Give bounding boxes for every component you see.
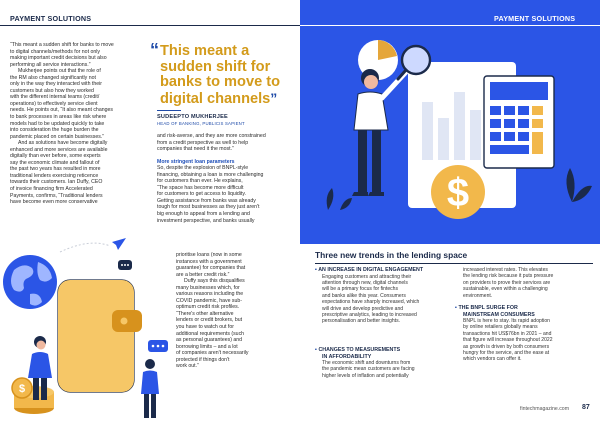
trend-item (315, 267, 460, 325)
body-line: to digital channels/methods for not only (10, 48, 100, 55)
trend-body-line: higher levels of inflation and potentially (322, 372, 409, 379)
article-column-2-top (157, 133, 305, 224)
svg-text:$: $ (446, 171, 470, 215)
body-line: pandemic placed on certain businesses.” (10, 133, 105, 140)
trend-item (455, 305, 595, 363)
chat-bubble-icon (148, 340, 168, 352)
body-line: have become even more conservative (10, 199, 98, 206)
right-page-header: PAYMENT SOLUTIONS (494, 14, 576, 23)
body-line: COVID pandemic, have sub- (176, 297, 243, 304)
body-line: Mukherjee points out that the role of (18, 68, 101, 75)
page-number: 87 (582, 404, 590, 411)
body-line: prioritise loans (now in some (176, 252, 242, 258)
body-line: for customers to get access to liquidity. (157, 191, 246, 198)
dollar-coin-icon (12, 378, 32, 398)
trend-body-line: as growth is driven by both consumers (463, 343, 550, 350)
body-line: the RM also changed significantly not (10, 74, 96, 81)
calculator-icon (484, 76, 554, 168)
trend-body-line: by online retailers globally means (463, 324, 538, 331)
pull-quote-line: This meant a (160, 43, 250, 59)
quote-close-mark: ” (270, 89, 278, 106)
quote-open-mark: “ (150, 40, 159, 60)
article-column-2-narrow (176, 252, 294, 370)
trend-heading: ▪ AN INCREASE IN DIGITAL ENGAGEMENT (315, 267, 424, 273)
chat-bubble-small-icon (118, 260, 132, 270)
body-line: and risk-averse, and they are more constrained (157, 133, 266, 139)
trend-body-line: the pandemic mean customers are facing (322, 366, 415, 373)
trend-body-line: BNPL is here to stay. Its rapid adoption (463, 318, 550, 324)
quote-rule (157, 110, 181, 111)
body-line: financing, obtaining a loan is more challenging (157, 171, 264, 178)
body-line: companies that need it the most.” (157, 146, 234, 153)
trend-body-line: the lending risk because it puts pressure (463, 273, 554, 280)
body-line: into consideration the huge burden the (10, 127, 99, 134)
body-line: with the different internal teams (credit/ (10, 94, 100, 101)
body-line: customers but also how they worked (10, 87, 94, 94)
body-line: from a credit perspective as well to help (157, 139, 249, 146)
trend-body-line: sustainable, even within a challenging (463, 286, 548, 293)
trend-body-line: transactions hit US$76bn in 2021 – and (463, 330, 552, 337)
trend-body-line: on providers to prove their services are (463, 279, 551, 286)
left-illustration (0, 232, 178, 424)
body-line: say the economic climate and fallout of (10, 159, 100, 166)
body-line: only in the way they interacted with their (10, 81, 102, 88)
body-line: making important credit decisions but also (10, 55, 107, 62)
globe-icon (3, 255, 57, 309)
trend-body-line: attention through new, digital channels (322, 279, 408, 286)
trend-heading: ▪ CHANGES TO MEASUREMENTS (315, 347, 401, 353)
trend-body-line: will be a primary focus for fintechs (322, 286, 399, 293)
body-line: Duffy says this disqualifies (184, 278, 245, 285)
wallet-card-icon (58, 280, 142, 392)
paper-plane-icon (112, 238, 126, 250)
trend-heading: ▪ THE BNPL SURGE FOR (455, 305, 518, 311)
trend-body-line: hungry for the service, and the ease at (463, 350, 550, 357)
body-line: protected if things don't (176, 356, 230, 363)
trend-body-line: The economic shift and downturns from (322, 360, 411, 366)
body-line: “This meant a sudden shift for banks to move (10, 42, 114, 48)
body-line: traditional lenders exercising reticence (10, 172, 99, 179)
trend-body-line: personalisation and better insights. (322, 318, 400, 325)
body-line: of invoice financing firm Accelerated (10, 186, 93, 193)
body-line: many businesses which, for (176, 284, 240, 291)
body-line: enhanced and more services are available (10, 146, 108, 153)
body-line: “The space has become more difficult (157, 184, 244, 191)
trend-body-line: which vendors can offer it. (463, 356, 522, 363)
bullet-icon: ▪ (315, 267, 317, 273)
body-line: for customers than ever. He explains, (157, 178, 243, 185)
trend-body-line: that figure will increase throughout 2022 (463, 337, 553, 344)
pull-quote-line: banks to move to (160, 74, 281, 90)
body-line: lenders or credit brokers, but (176, 317, 243, 324)
body-line: borrowing limits – and a lot (176, 343, 238, 350)
body-line: models had to be updated quickly to take (10, 120, 105, 127)
body-line: towards their customers. Ian Duffy, CEO (10, 179, 103, 186)
body-line: are a better credit risk.” (176, 271, 230, 278)
body-line: to bank processes in areas like risk where (10, 114, 107, 121)
trend-body-line: increased interest rates. This elevates (463, 267, 548, 273)
body-line: instances with a government (176, 258, 242, 265)
body-line: Getting assistance from banks was already (157, 197, 256, 204)
footer-site: fintechmagazine.com (520, 406, 570, 412)
quote-speaker-role: HEAD OF BANKING, PUBLICIS SAPIENT (157, 121, 245, 126)
pull-quote (160, 44, 300, 107)
body-line: guarantee) for companies that (176, 265, 246, 272)
trend-heading: MAINSTREAM CONSUMERS (463, 311, 535, 318)
left-page-header: PAYMENT SOLUTIONS (10, 14, 92, 23)
hero-illustration (300, 26, 600, 244)
svg-text:$: $ (18, 383, 26, 395)
trend-body-line: and banks alike this year. Consumers (322, 292, 406, 299)
body-line: work out.” (176, 363, 199, 370)
body-line: big enough to appeal from a lending and (157, 211, 250, 218)
body-line: additional requirements (such (176, 330, 245, 337)
pull-quote-line: digital channels” (160, 89, 278, 107)
trend-item-continued (463, 267, 596, 299)
trend-body-line: environment. (463, 292, 493, 299)
trend-body-line: Engaging customers and attracting their (322, 273, 412, 280)
body-line: Payments, confirms, “Traditional lenders (10, 192, 103, 199)
body-line: operations) to effectively service client (10, 100, 98, 107)
trend-item (315, 347, 460, 379)
body-line: performing all service interactions.” (10, 61, 91, 68)
left-header-rule (0, 25, 300, 26)
body-line: digitally than ever before, some experts (10, 153, 101, 160)
body-line: the past two years has resulted in more (10, 166, 101, 173)
analyst-figure (352, 69, 406, 196)
trends-rule (315, 263, 593, 264)
trends-title: Three new trends in the lending space (315, 250, 468, 260)
body-line: you have to watch out for (176, 324, 234, 331)
trend-heading: IN AFFORDABILITY (322, 353, 372, 360)
body-line: of companies aren't necessarily (176, 350, 249, 357)
body-line: needs. He points out, “It also meant changes (10, 107, 113, 114)
trend-body-line: prescriptive analytics, leading to increased (322, 311, 417, 318)
body-line: as personal guarantees) and (176, 337, 243, 344)
man-figure (141, 359, 159, 418)
section-subhead: More stringent loan parameters (157, 158, 235, 165)
quote-speaker-name: SUDEEPTO MUKHERJEE (157, 114, 228, 120)
article-column-1 (10, 42, 147, 206)
body-line: tough for most businesses as they just aren't (157, 204, 260, 211)
dollar-sign-icon (431, 165, 485, 219)
dashed-trail (60, 243, 110, 252)
pull-quote-line: sudden shift for (160, 58, 271, 75)
body-line: So, despite the explosion of BNPL-style (157, 165, 249, 172)
bullet-icon: ▪ (315, 347, 317, 353)
trend-body-line: will drive and develop predictive and (322, 305, 404, 312)
body-line: investment perspective, and banks usually (157, 217, 255, 224)
trend-body-line: expectations have sharply increased, which (322, 299, 420, 306)
body-line: And as solutions have become digitally (18, 140, 108, 147)
body-line: various reasons including the (176, 291, 244, 298)
body-line: optimum credit risk profiles. (176, 304, 240, 311)
bullet-icon: ▪ (455, 305, 457, 311)
body-line: “There's other alternative (176, 310, 234, 317)
